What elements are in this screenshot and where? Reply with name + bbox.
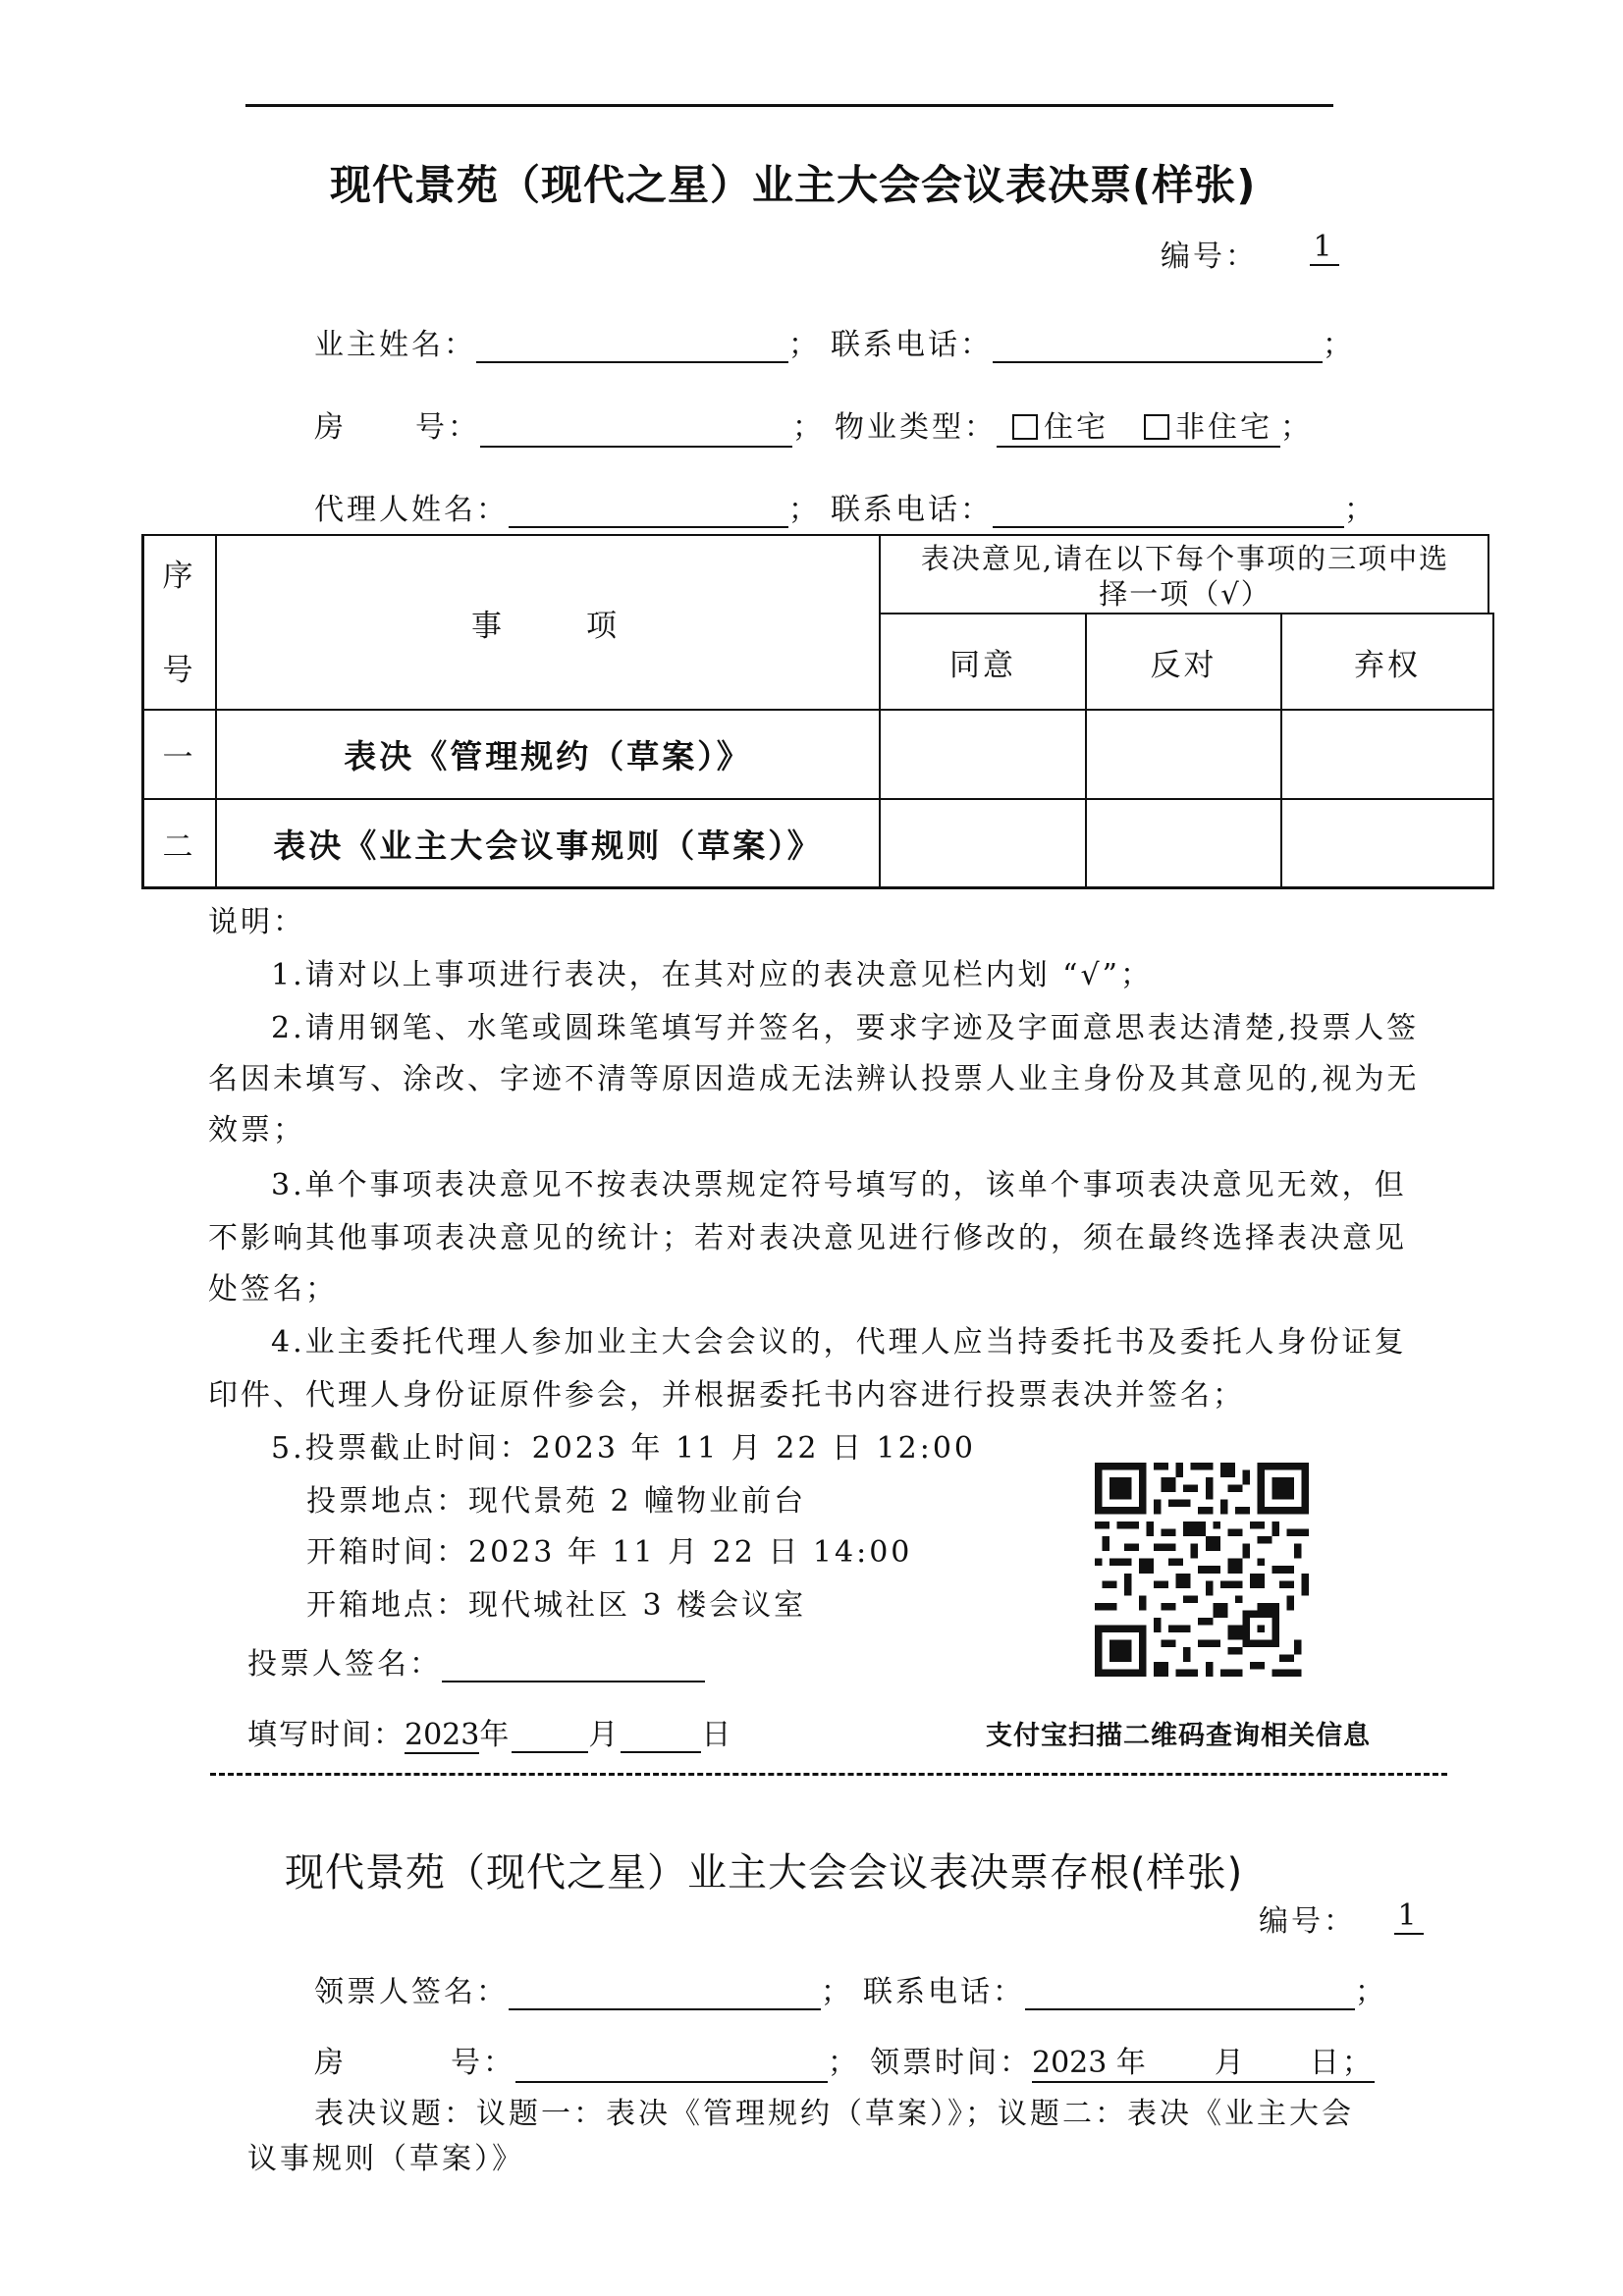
vote-cell-oppose[interactable] xyxy=(1087,711,1280,798)
note-4-line1: 4.业主委托代理人参加业主大会会议的，代理人应当持委托书及委托人身份证复 xyxy=(271,1325,1407,1360)
owner-row xyxy=(314,320,1355,363)
checkbox-non-residential[interactable] xyxy=(1144,414,1169,440)
receive-time-label: 领票时间： xyxy=(870,2046,1032,2080)
semicolon: ； xyxy=(792,410,825,445)
header-oppose: 反对 xyxy=(1150,647,1217,683)
serial-label: 编号： xyxy=(1161,240,1258,274)
vote-cell-abstain[interactable] xyxy=(1282,711,1492,798)
semicolon: ； xyxy=(788,328,821,362)
note-3-line2: 不影响其他事项表决意见的统计；若对表决意见进行修改的，须在最终选择表决意见 xyxy=(208,1221,1407,1255)
agent-row xyxy=(314,485,1377,528)
fill-day-field[interactable] xyxy=(621,1718,701,1753)
stub-topics-line2: 议事规则（草案）》 xyxy=(247,2142,524,2176)
header-item: 事 项 xyxy=(471,608,624,644)
serial-value: 1 xyxy=(1310,230,1339,266)
semicolon: ； xyxy=(788,493,821,527)
ballot-serial xyxy=(1161,232,1339,276)
row-item: 表决《业主大会议事规则（草案）》 xyxy=(273,826,823,865)
agent-name-field[interactable] xyxy=(509,493,788,528)
stub-serial-label: 编号： xyxy=(1259,1904,1356,1939)
receive-year: 2023 年 xyxy=(1032,2046,1146,2080)
table-border-bottom xyxy=(141,886,1494,889)
notes-heading: 说明： xyxy=(208,905,305,939)
stub-room-label-b: 号： xyxy=(451,2046,515,2080)
header-agree: 同意 xyxy=(949,647,1016,683)
fill-time-label: 填写时间： xyxy=(247,1718,405,1752)
property-type-label: 物业类型： xyxy=(835,410,997,445)
stub-room-row xyxy=(314,2038,1375,2083)
room-field[interactable] xyxy=(480,412,792,448)
fill-year[interactable]: 2023 xyxy=(405,1718,480,1752)
room-label-b: 号： xyxy=(415,410,480,445)
property-type-options xyxy=(997,402,1280,448)
qr-caption: 支付宝扫描二维码查询相关信息 xyxy=(986,1721,1371,1751)
stub-room-field[interactable] xyxy=(515,2048,828,2083)
semicolon: ； xyxy=(821,1975,853,2009)
receiver-signature-field[interactable] xyxy=(509,1975,821,2010)
note-3-line3: 处签名； xyxy=(208,1272,338,1307)
note-5-line4: 开箱地点：现代城社区 3 楼会议室 xyxy=(306,1588,807,1623)
qr-finder-top-left xyxy=(1095,1463,1147,1515)
option-residential: 住宅 xyxy=(1044,410,1109,445)
semicolon: ； xyxy=(1355,1975,1387,2009)
month-char: 月 xyxy=(588,1718,622,1752)
owner-name-label: 业主姓名： xyxy=(314,328,476,362)
fill-month-field[interactable] xyxy=(512,1718,588,1753)
room-label-a: 房 xyxy=(314,410,347,445)
owner-name-field[interactable] xyxy=(476,328,788,363)
year-char: 年 xyxy=(479,1718,513,1752)
room-row xyxy=(314,402,1313,448)
agent-name-label: 代理人姓名： xyxy=(314,493,509,527)
receive-month: 月 xyxy=(1214,2046,1247,2080)
agent-phone-field[interactable] xyxy=(993,493,1344,528)
top-rule xyxy=(245,104,1333,107)
voter-signature-field[interactable] xyxy=(442,1647,705,1682)
stub-title: 现代景苑（现代之星）业主大会会议表决票存根(样张) xyxy=(285,1850,1244,1896)
stub-serial xyxy=(1259,1896,1424,1941)
vote-cell-agree[interactable] xyxy=(881,711,1085,798)
note-5-line3: 开箱时间：2023 年 11 月 22 日 14:00 xyxy=(306,1535,913,1570)
vote-cell-oppose[interactable] xyxy=(1087,800,1280,886)
stub-topics-line1: 表决议题：议题一：表决《管理规约（草案）》；议题二：表决《业主大会 xyxy=(314,2097,1354,2131)
stub-room-label-a: 房 xyxy=(314,2046,347,2080)
receive-day: 日； xyxy=(1309,2046,1375,2080)
row-index: 二 xyxy=(162,828,196,865)
phone-field[interactable] xyxy=(993,328,1323,363)
note-5-line1: 5.投票截止时间：2023 年 11 月 22 日 12:00 xyxy=(271,1431,976,1466)
header-opinion-line1: 表决意见,请在以下每个事项的三项中选 xyxy=(920,541,1450,575)
note-5-line2: 投票地点：现代景苑 2 幢物业前台 xyxy=(306,1484,807,1519)
stub-serial-value: 1 xyxy=(1394,1898,1424,1935)
stub-receiver-row xyxy=(314,1967,1387,2010)
vote-cell-agree[interactable] xyxy=(881,800,1085,886)
cut-line xyxy=(210,1773,1447,1776)
header-index-bottom: 号 xyxy=(162,652,196,688)
semicolon: ； xyxy=(1280,410,1313,445)
note-2-line1: 2.请用钢笔、水笔或圆珠笔填写并签名，要求字迹及字面意思表达清楚,投票人签 xyxy=(271,1011,1420,1045)
header-index-top: 序 xyxy=(162,558,196,594)
qr-finder-bottom-left xyxy=(1095,1625,1147,1677)
header-abstain: 弃权 xyxy=(1354,647,1421,683)
note-1: 1.请对以上事项进行表决，在其对应的表决意见栏内划 “√”； xyxy=(271,958,1153,992)
row-index: 一 xyxy=(162,740,196,775)
stub-phone-field[interactable] xyxy=(1025,1975,1355,2010)
qr-finder-top-right xyxy=(1257,1463,1309,1515)
checkbox-residential[interactable] xyxy=(1012,414,1038,440)
ballot-title: 现代景苑（现代之星）业主大会会议表决票(样张) xyxy=(330,161,1257,209)
header-opinion-line2: 择一项（√） xyxy=(1099,576,1271,611)
vote-cell-abstain[interactable] xyxy=(1282,800,1492,886)
note-2-line3: 效票； xyxy=(208,1113,305,1148)
receiver-signature-label: 领票人签名： xyxy=(314,1975,509,2009)
stub-phone-label: 联系电话： xyxy=(863,1975,1025,2009)
note-3-line1: 3.单个事项表决意见不按表决票规定符号填写的，该单个事项表决意见无效，但 xyxy=(271,1168,1407,1202)
semicolon: ； xyxy=(1323,328,1355,362)
qr-code[interactable] xyxy=(1095,1463,1309,1677)
day-char: 日 xyxy=(701,1718,734,1752)
table-border-right xyxy=(1492,613,1494,888)
note-4-line2: 印件、代理人身份证原件参会，并根据委托书内容进行投票表决并签名； xyxy=(208,1378,1245,1413)
receive-date[interactable] xyxy=(1032,2038,1375,2083)
voter-signature-row xyxy=(247,1639,705,1682)
semicolon: ； xyxy=(1344,493,1377,527)
row-item: 表决《管理规约（草案）》 xyxy=(344,737,752,775)
fill-time-row xyxy=(247,1710,733,1753)
agent-phone-label: 联系电话： xyxy=(831,493,993,527)
note-2-line2: 名因未填写、涂改、字迹不清等原因造成无法辨认投票人业主身份及其意见的,视为无 xyxy=(208,1062,1420,1096)
voter-signature-label: 投票人签名： xyxy=(247,1647,442,1682)
semicolon: ； xyxy=(828,2046,860,2080)
phone-label: 联系电话： xyxy=(831,328,993,362)
option-non-residential: 非住宅 xyxy=(1175,410,1272,445)
